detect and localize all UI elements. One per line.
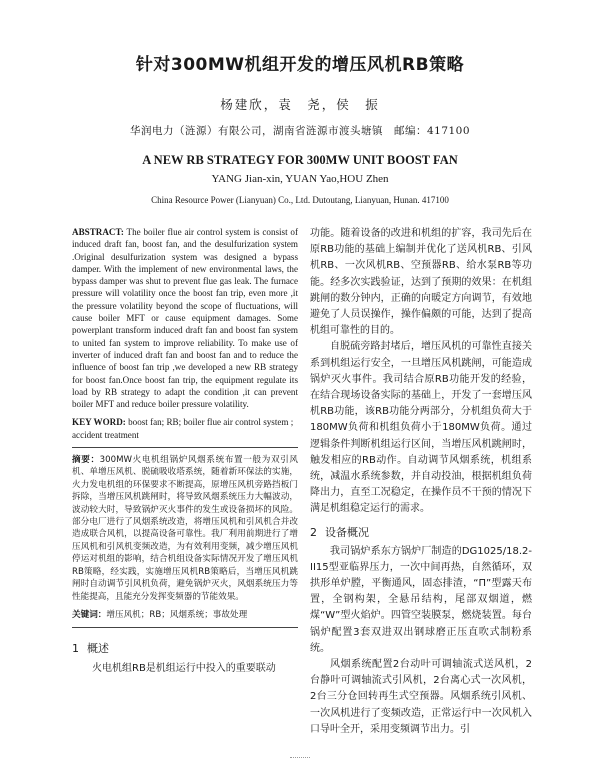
- section2-heading: [310, 524, 532, 540]
- right-column: [310, 226, 532, 738]
- keywords-cn-label: 关键词：: [72, 609, 107, 620]
- section1-number: 1: [72, 642, 79, 656]
- abstract-cn-label: 摘要：: [72, 455, 100, 466]
- section1-para-left: 火电机组RB是机组运行中投入的重要联动: [92, 663, 276, 675]
- section1-para-right-1: 功能。随着设备的改进和机组的扩容，我司先后在原RB功能的基础上编制并优化了送风机RB、引风机RB、一次风机RB、空预器RB、给水泵RB等功能。经多次实践验证，达到了预期的效果：在机组跳闸的数分钟内，正确的向暖定方向调节，有效地避免了人员误操作，操作偏颇的可能，达到了提高机组可靠性的目的。: [310, 228, 532, 337]
- abstract-cn-text: 300MW火电机组锅炉风烟系统布置一般为双引风机、单增压风机、脱硫吸收塔系统，随着新环保法的实施，火力发电机组的环保要求不断提高，原增压风机旁路挡板门拆除，当增压风机跳闸时，将导致风烟系统压力大幅波动，波动较大时，导致锅炉灭火事件的发生或设备损坏的风险。部分电厂进行了风烟系统改造，将增压风机和引风机合并改造成联合风机，以提高设备可靠性。我厂利用前期进行了增压风机和引风机变频改造，为有效利用变频，减少增压风机停运对机组的影响，结合机组设备实际情况开发了增压风机RB策略，经实践，实施增压风机RB策略后，当增压风机跳闸时自动调节引风机负荷，避免锅炉灭火，风烟系统压力等性能提高，且能充分发挥变频器的节能效果。: [72, 455, 298, 602]
- paper-title-en: A NEW RB STRATEGY FOR 300MW UNIT BOOST FAN: [142, 153, 458, 167]
- section2-para-1: 我司锅炉系东方锅炉厂制造的DG1025/18.2-II15型亚临界压力，一次中间再热，自然循环，双拱形单炉膛，平衡通风，固态排渣，“Π”型露天布置，全钢构架，全悬吊结构，尾部双烟道，燃煤“W”型火焰炉。四管空装膜泵，燃烧装置。每台锅炉配置3套双进双出钢球磨正压直吹式制粉系统。: [310, 545, 532, 654]
- affiliation-en: China Resource Power (Lianyuan) Co., Ltd. Dutoutang, Lianyuan, Hunan. 417100: [151, 195, 449, 205]
- abstract-en: [72, 226, 298, 410]
- abstract-en-text: The boiler flue air control system is consist of induced draft fan, boost fan, and the desulfurization system .Original desulfurization system was designed a bypass damper. With the implement of new environmental laws, the bypass damper was shut to prevent flue gas leak. The furnace pressure will volatility once the boost fan trip, even more ,it the pressure volatility beyond the scope of fluctuations, will cause boiler MFT or cause equipment damages. Some powerplant transform induced draft fan and boost fan system to united fan system to improve reliability. To make use of inverter of induced draft fan and boost fan and to reduce the influence of boost fan trip ,we developed a new RB strategy for boost fan.Once boost fan trip, the equipment regulate its load by RB strategy to adapt the condition ,it can prevent boiler MFT and reduce boiler pressure volatility.: [72, 227, 299, 410]
- authors-cn: 杨建欣，袁 尧，侯 振: [220, 97, 380, 112]
- authors-en: YANG Jian-xin, YUAN Yao,HOU Zhen: [211, 173, 389, 185]
- keywords-en: [72, 416, 298, 448]
- left-column: [72, 226, 298, 678]
- keywords-cn-text: 增压风机；RB；风烟系统；事故处理: [106, 609, 248, 620]
- affiliation-cn: 华润电力（涟源）有限公司，湖南省涟源市渡头塘镇 邮编：417100: [129, 125, 471, 137]
- paper-title-cn: 针对300MW机组开发的增压风机RB策略: [135, 55, 465, 75]
- section1-heading: [72, 640, 298, 656]
- section1-para-right-2: 自脱硫旁路封堵后，增压风机的可靠性直接关系到机组运行安全，一旦增压风机跳闸，可能造成锅炉灭火事件。我司结合原RB功能开发的经验，在结合现场设备实际的基础上，开发了一套增压风机RB功能，该RB功能分两部分，分机组负荷大于180MW负荷和机组负荷小于180MW负荷。通过逻辑条件判断机组运行区间，当增压风机跳闸时，触发相应的RB动作。自动调节风烟系统，机组系统，减温水系统参数，并自动投油，根据机组负荷降出力，直至工况稳定，在操作员不干预的情况下满足机组稳定运行的需求。: [310, 341, 532, 515]
- section2-number: 2: [310, 525, 317, 539]
- abstract-cn: [72, 454, 298, 603]
- section2-para-2: 风烟系统配置2台动叶可调轴流式送风机，2台静叶可调轴流式引风机，2台离心式一次风机，2台三分仓回转再生式空预器。风烟系统引风机、一次风机进行了变频改造，正常运行中一次风机入口导叶全开，采用变频调节出力。引: [310, 659, 532, 735]
- abstract-en-label: ABSTRACT:: [72, 227, 124, 237]
- page-footer-mark: [290, 757, 310, 762]
- section1-title: 概述: [87, 642, 109, 656]
- keywords-en-label: KEY WORD:: [72, 417, 126, 428]
- section2-title: 设备概况: [325, 525, 369, 539]
- keywords-en-text: boost fan; RB; boiler flue air control system ; accident treatment: [72, 417, 294, 440]
- keywords-cn: [72, 609, 298, 628]
